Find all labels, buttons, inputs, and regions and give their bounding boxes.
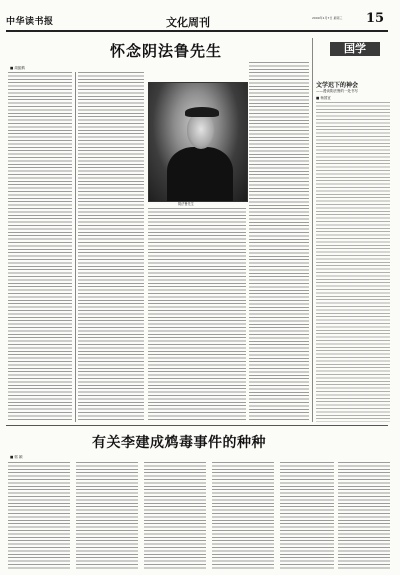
article-text-column <box>144 462 206 570</box>
sidebar-headline: 文学迟下的神会 <box>316 82 359 89</box>
sidebar-subheadline: ——漫谈阴法鲁的一处书写 <box>316 89 358 93</box>
photo-figure-cap <box>185 107 219 117</box>
sidebar-section-tag: 国学 <box>330 42 380 56</box>
article-text-column <box>280 462 334 570</box>
section-title: 文化周刊 <box>166 16 210 29</box>
header-divider <box>6 30 388 32</box>
photo-figure-face <box>187 113 215 149</box>
article-headline-2: 有关李建成鸩毒事件的种种 <box>92 435 266 451</box>
masthead-logo: 中华读书报 <box>6 17 54 27</box>
article-separator <box>6 425 388 426</box>
article-text-column <box>249 62 309 422</box>
sidebar-byline: ■ 杨国宜 <box>316 96 331 100</box>
article-text-column <box>78 72 144 422</box>
column-divider <box>75 72 76 422</box>
article-text-column <box>212 462 274 570</box>
article-text-column <box>76 462 138 570</box>
portrait-photo <box>148 82 248 202</box>
page-number: 15 <box>366 11 385 26</box>
article-text-column <box>8 72 72 422</box>
sidebar-divider <box>312 38 313 422</box>
article-headline: 怀念阴法鲁先生 <box>110 42 223 60</box>
article-text-column <box>338 462 390 570</box>
photo-caption: 阴法鲁先生 <box>178 202 194 206</box>
article-text-column <box>8 462 70 570</box>
sidebar-text-column <box>316 102 390 422</box>
article-byline-2: ■ 郭 颖 <box>10 455 23 459</box>
photo-figure-coat <box>167 147 233 202</box>
article-text-column <box>148 208 246 422</box>
issue-date: 2009年1月7日 星期三 <box>312 16 343 20</box>
article-byline: ■ 周振鹤 <box>10 66 25 70</box>
